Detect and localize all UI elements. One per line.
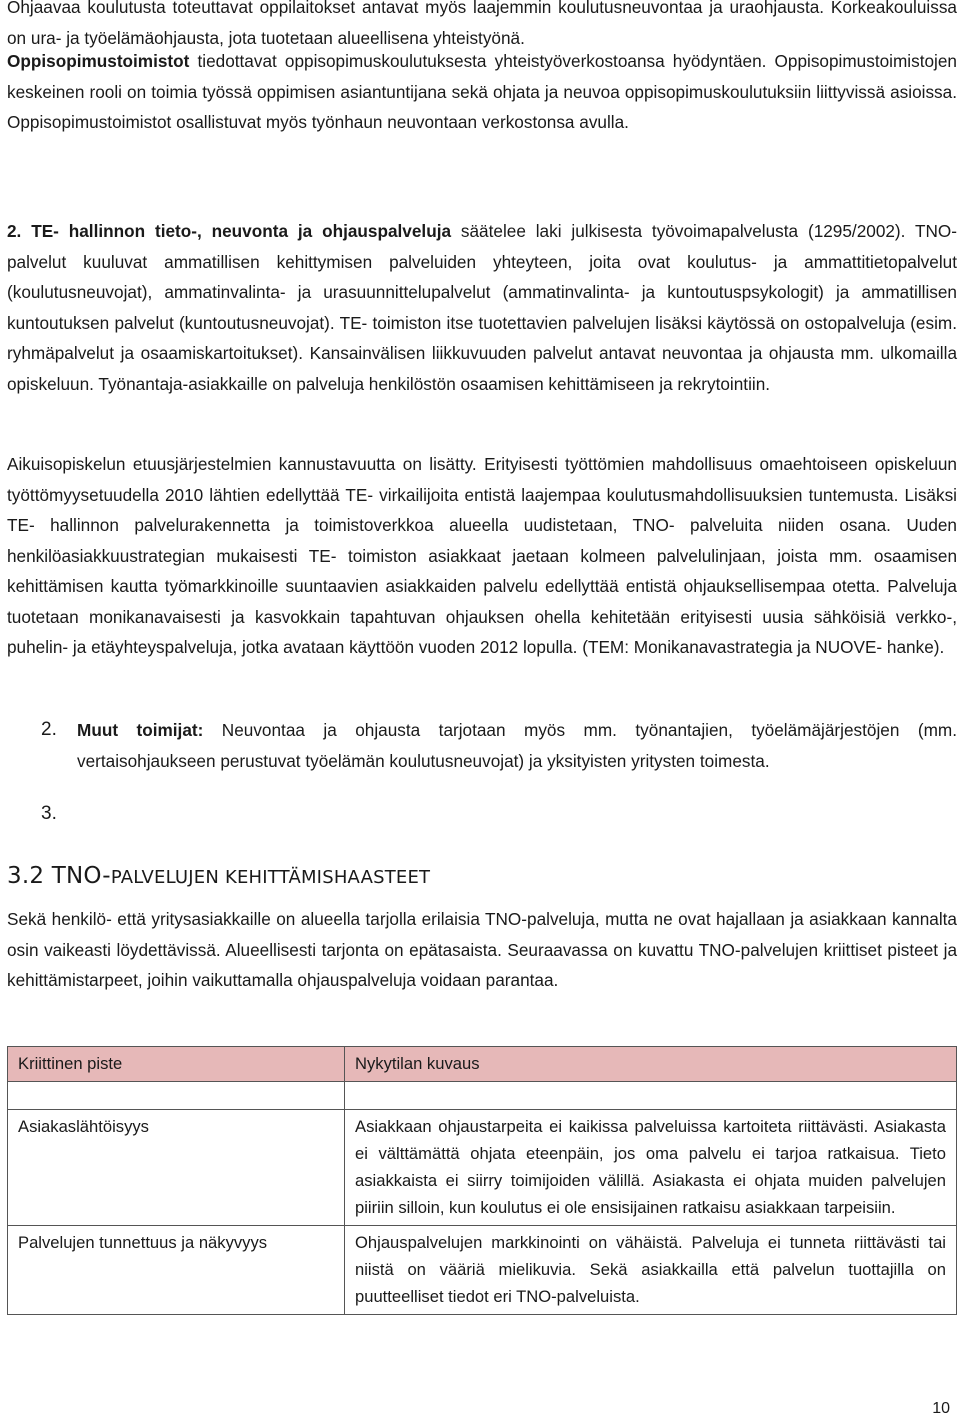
table-row	[8, 1082, 957, 1110]
table-row	[8, 1110, 957, 1226]
table-row	[8, 1226, 957, 1315]
paragraph-oppisopimustoimistot	[7, 46, 957, 138]
list-item	[77, 715, 957, 776]
list-number: 2.	[41, 719, 57, 740]
numbered-list	[7, 715, 957, 825]
heading-abbr: TNO-	[51, 863, 111, 889]
table-header-cell: Nykytilan kuvaus	[345, 1047, 957, 1082]
table-header-cell: Kriittinen piste	[8, 1047, 345, 1082]
bold-lead: Muut toimijat:	[77, 720, 204, 740]
table-cell-point: Asiakaslähtöisyys	[8, 1110, 345, 1226]
table-cell-point: Palvelujen tunnettuus ja näkyvyys	[8, 1226, 345, 1315]
list-number: 3.	[41, 803, 57, 824]
page-number: 10	[932, 1400, 950, 1417]
paragraph-te-hallinto	[7, 216, 957, 399]
paragraph-text: Aikuisopiskelun etuusjärjestelmien kannustavuutta on lisätty. Erityisesti työttömien mahdollisuus omaehtoiseen opiskeluun työttömyysetuudella 2010 lähtien edellyttää TE- virkailijoita entistä laajempaa koulutusmahdollisuuksien tuntemusta. Lisäksi TE- hallinnon palvelurakennetta ja toimistoverkkoa alueella uudistetaan, TNO- palveluita niiden osana. Uuden henkilöasiakkuustrategian mukaisesti TE- toimiston asiakkaat jaetaan kolmeen palvelulinjaan, joista mm. osaamisen kehittämisen kautta työmarkkinoille suuntaavien asiakkaiden palvelu edellyttää entistä ohjauksellisempaa otetta. Palveluja tuotetaan monikanavaisesti ja kasvokkain tapahtuvan ohjauksen ohella kehitetään erityisesti uusia sähköisiä verkko-, puhelin- ja etäyhteyspalveluja, jotka avataan käyttöön vuoden 2012 lopulla. (TEM: Monikanavastrategia ja NUOVE- hanke).	[7, 454, 957, 657]
paragraph-aikuisopiskelu	[7, 449, 957, 663]
heading-title: PALVELUJEN KEHITTÄMISHAASTEET	[110, 867, 431, 888]
bold-lead: Oppisopimustoimistot	[7, 51, 190, 71]
bold-lead: 2. TE- hallinnon tieto-, neuvonta ja ohjauspalveluja	[7, 221, 452, 241]
section-heading	[7, 859, 957, 895]
table-cell-desc: Asiakkaan ohjaustarpeita ei kaikissa palveluissa kartoiteta riittävästi. Asiakasta ei välttämättä ohjata eteenpäin, jos oma palvelu ei tarjoa ratkaisua. Tieto asiakkaista ei siirry toimijoiden välillä. Asiakasta ei ohjata muiden palvelujen piiriin silloin, kun koulutus ei ole ensisijainen ratkaisu asiakkaan tarpeisiin.	[345, 1110, 957, 1226]
paragraph-text: säätelee laki julkisesta työvoimapalvelusta (1295/2002). TNO- palvelut kuuluvat ammatillisen kehittymisen palveluiden yhteyteen, joita ovat koulutus- ja ammattitietopalvelut (koulutusneuvojat), ammatinvalinta- ja urasuunnittelupalvelut (ammatinvalinta- ja kuntoutuspsykologit) ja ammatillisen kuntoutuksen palvelut (kuntoutusneuvojat). TE- toimiston itse tuotettavien palvelujen lisäksi käytössä on ostopalveluja (esim. ryhmäpalvelut ja osaamiskartoitukset). Kansainvälisen liikkuvuuden palvelut antavat neuvontaa ja ohjausta mm. ulkomailla opiskeluun. Työnantaja-asiakkaille on palveluja henkilöstön osaamisen kehittämiseen ja rekrytointiin.	[7, 221, 957, 394]
critical-points-table	[7, 1046, 957, 1315]
paragraph-tno-palvelut	[7, 904, 957, 996]
list-item-text: Neuvontaa ja ohjausta tarjotaan myös mm. työnantajien, työelämäjärjestöjen (mm. vertaisohjaukseen perustuvat työelämän koulutusneuvojat) ja yksityisten yritysten toimesta.	[77, 720, 957, 771]
heading-number: 3.2	[7, 863, 45, 889]
paragraph-text: Ohjaavaa koulutusta toteuttavat oppilaitokset antavat myös laajemmin koulutusneuvontaa ja uraohjausta. Korkeakouluissa on ura- ja työelämäohjausta, jota tuotetaan alueellisena yhteistyönä.	[7, 0, 957, 48]
table-cell-desc: Ohjauspalvelujen markkinointi on vähäistä. Palveluja ei tunneta riittävästi tai niistä on vääriä mielikuvia. Sekä asiakkailla että palvelun tuottajilla on puutteelliset tiedot eri TNO-palveluista.	[345, 1226, 957, 1315]
paragraph-text: Sekä henkilö- että yritysasiakkaille on alueella tarjolla erilaisia TNO-palveluja, mutta ne ovat hajallaan ja asiakkaan kannalta osin vaikeasti löydettävissä. Alueellisesti tarjonta on epätasaista. Seuraavassa on kuvattu TNO-palvelujen kriittiset pisteet ja kehittämistarpeet, joihin vaikuttamalla ohjauspalveluja voidaan parantaa.	[7, 909, 957, 990]
paragraph-text: tiedottavat oppisopimuskoulutuksesta yhteistyöverkostoansa hyödyntäen. Oppisopimustoimistojen keskeinen rooli on toimia työssä oppimisen asiantuntijana sekä ohjata ja neuvoa oppisopimuskoulutuksiin liittyvissä asioissa. Oppisopimustoimistot osallistuvat myös työnhaun neuvontaan verkostonsa avulla.	[7, 51, 957, 132]
table-header-row	[8, 1047, 957, 1082]
